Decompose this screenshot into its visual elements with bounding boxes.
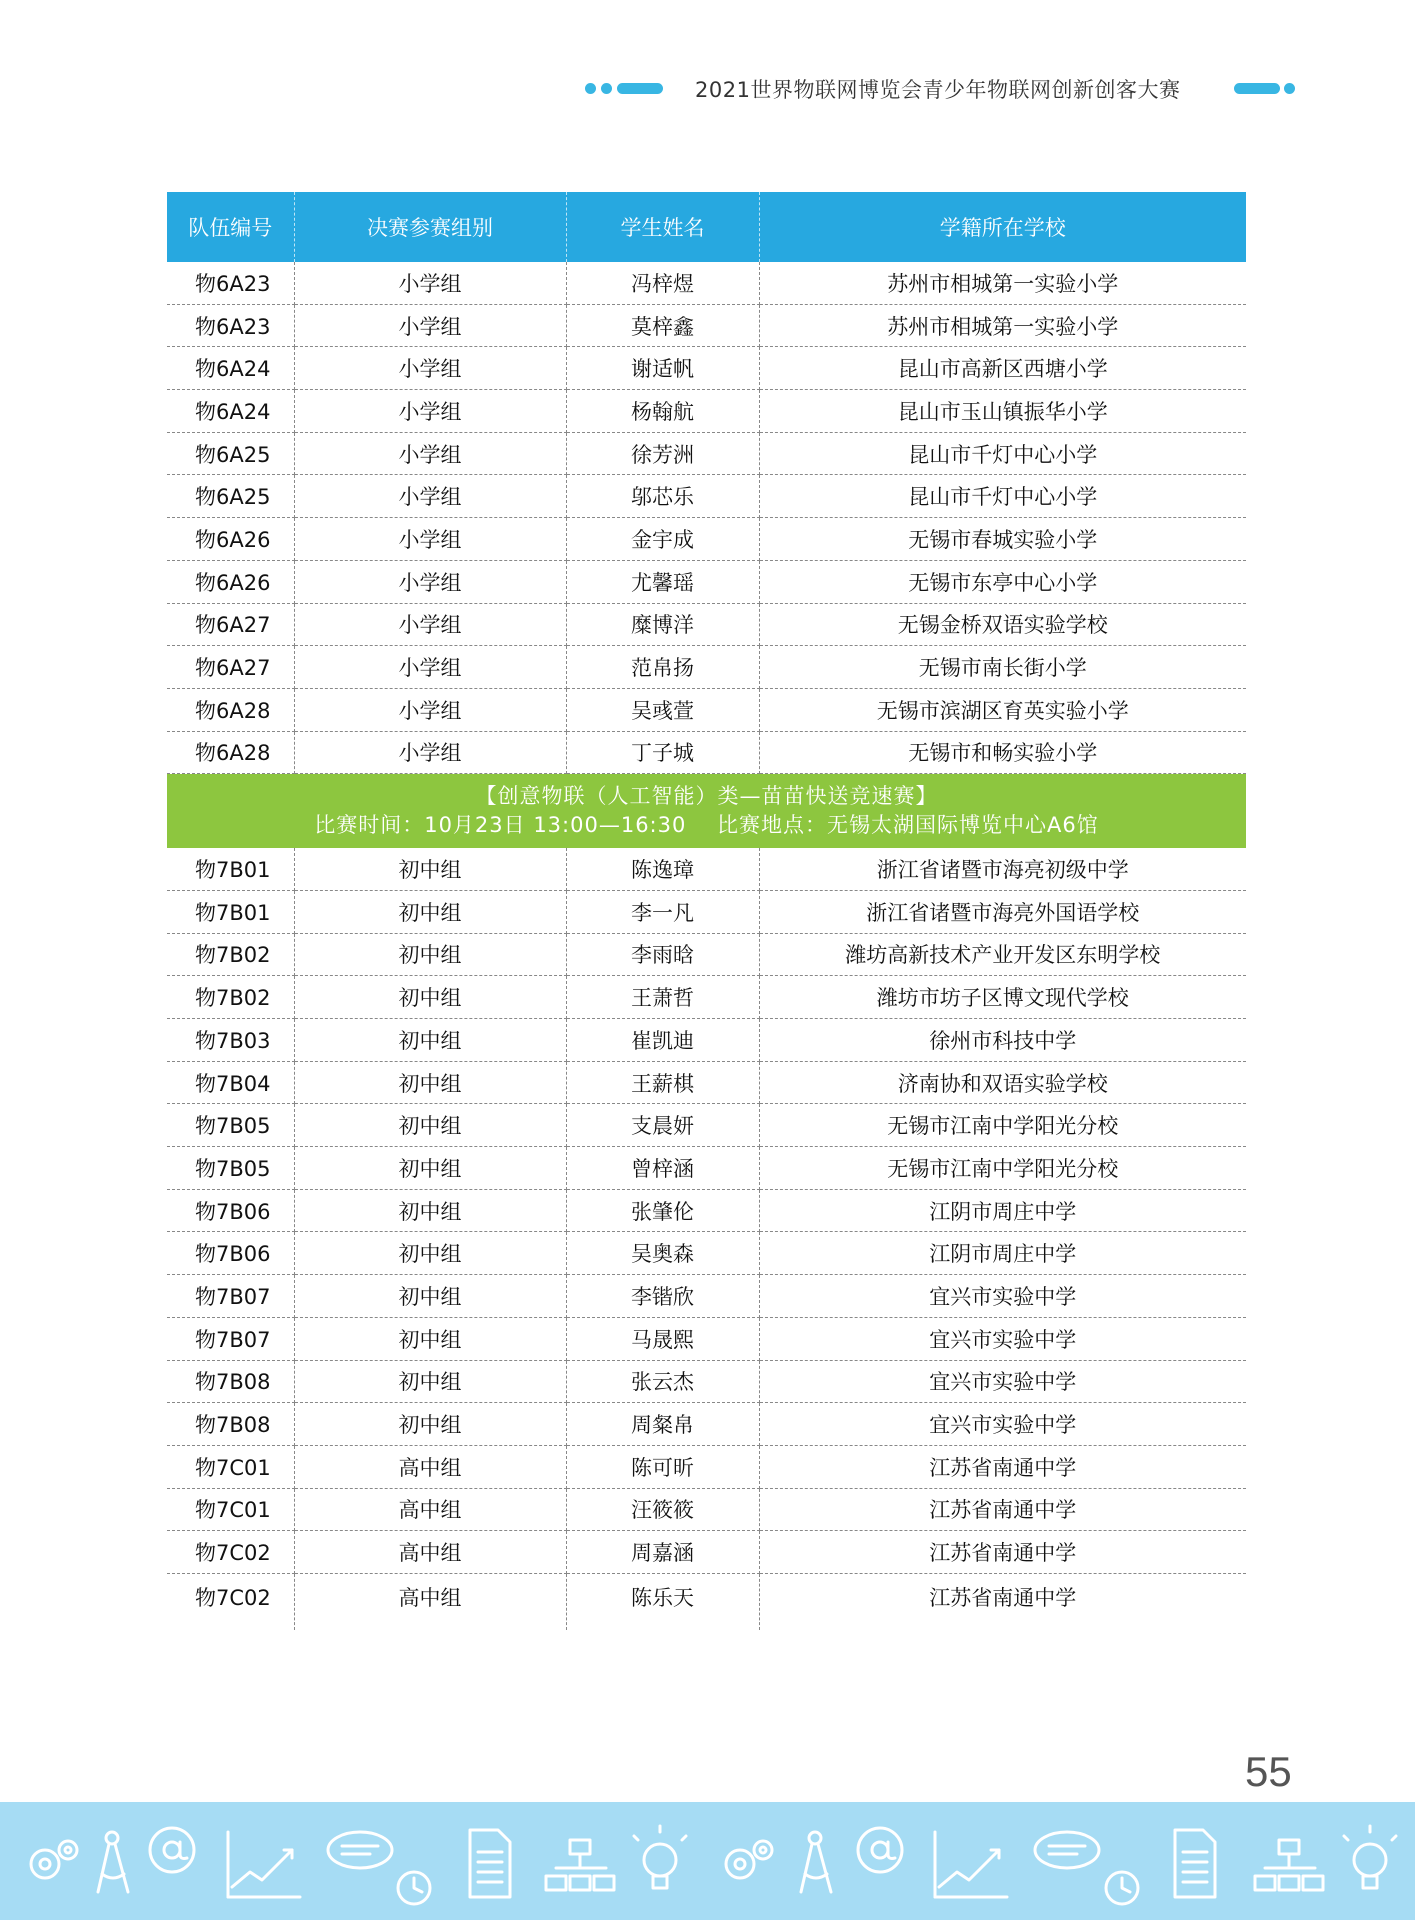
table-row [167, 1147, 1246, 1190]
cell-school: 昆山市高新区西塘小学 [759, 347, 1246, 390]
table-row [167, 603, 1246, 646]
cell-group: 初中组 [294, 1403, 566, 1446]
table-header-row [167, 192, 1246, 262]
cell-school: 无锡市春城实验小学 [759, 518, 1246, 561]
header-dot-icon [601, 83, 612, 94]
table-row [167, 933, 1246, 976]
cell-school: 浙江省诸暨市海亮外国语学校 [759, 890, 1246, 933]
cell-student-name: 陈可昕 [566, 1445, 759, 1488]
page-header [0, 72, 1415, 108]
header-dot-icon [585, 83, 596, 94]
header-bar-icon [1234, 83, 1280, 94]
cell-group: 初中组 [294, 933, 566, 976]
header-dot-icon [1284, 83, 1295, 94]
cell-team-id: 物7B02 [167, 976, 294, 1019]
cell-team-id: 物7B02 [167, 933, 294, 976]
cell-student-name: 范帛扬 [566, 646, 759, 689]
cell-student-name: 徐芳洲 [566, 432, 759, 475]
cell-team-id: 物7C02 [167, 1531, 294, 1574]
cell-school: 江阴市周庄中学 [759, 1232, 1246, 1275]
cell-student-name: 王薪棋 [566, 1061, 759, 1104]
cell-student-name: 陈乐天 [566, 1573, 759, 1630]
table-row [167, 1232, 1246, 1275]
cell-team-id: 物7B04 [167, 1061, 294, 1104]
cell-team-id: 物7B06 [167, 1189, 294, 1232]
cell-team-id: 物7B07 [167, 1317, 294, 1360]
column-header-group: 决赛参赛组别 [294, 192, 566, 262]
cell-team-id: 物6A24 [167, 347, 294, 390]
speech-bubble-icon [1035, 1832, 1099, 1868]
at-sign-icon [858, 1828, 902, 1872]
cell-team-id: 物7C01 [167, 1488, 294, 1531]
footer-icons [0, 1802, 1415, 1920]
cell-student-name: 金宇成 [566, 518, 759, 561]
compass-icon [98, 1832, 128, 1892]
cell-school: 潍坊市坊子区博文现代学校 [759, 976, 1246, 1019]
cell-school: 苏州市相城第一实验小学 [759, 304, 1246, 347]
cell-team-id: 物6A27 [167, 646, 294, 689]
cell-student-name: 汪筱筱 [566, 1488, 759, 1531]
cell-group: 初中组 [294, 1232, 566, 1275]
cell-school: 无锡市滨湖区育英实验小学 [759, 688, 1246, 731]
table-row [167, 1573, 1246, 1630]
cell-school: 苏州市相城第一实验小学 [759, 262, 1246, 304]
table-row [167, 1445, 1246, 1488]
table-row [167, 688, 1246, 731]
cell-student-name: 吴彧萱 [566, 688, 759, 731]
cell-team-id: 物7B06 [167, 1232, 294, 1275]
table-row [167, 1531, 1246, 1574]
column-header-school: 学籍所在学校 [759, 192, 1246, 262]
cell-team-id: 物6A24 [167, 390, 294, 433]
compass-icon [801, 1832, 831, 1892]
cell-school: 浙江省诸暨市海亮初级中学 [759, 848, 1246, 890]
gear-icon [31, 1841, 77, 1878]
cell-team-id: 物6A25 [167, 432, 294, 475]
clock-icon [1106, 1872, 1138, 1904]
table-row [167, 304, 1246, 347]
cell-school: 徐州市科技中学 [759, 1019, 1246, 1062]
cell-student-name: 冯梓煜 [566, 262, 759, 304]
cell-group: 初中组 [294, 1275, 566, 1318]
column-header-team-id: 队伍编号 [167, 192, 294, 262]
cell-student-name: 崔凯迪 [566, 1019, 759, 1062]
cell-group: 高中组 [294, 1488, 566, 1531]
table-row [167, 1019, 1246, 1062]
cell-school: 昆山市玉山镇振华小学 [759, 390, 1246, 433]
table-row [167, 976, 1246, 1019]
cell-group: 初中组 [294, 848, 566, 890]
line-chart-icon [228, 1832, 300, 1897]
table-row [167, 262, 1246, 304]
speech-bubble-icon [328, 1832, 392, 1868]
flowchart-icon [546, 1840, 614, 1890]
table-row [167, 848, 1246, 890]
cell-student-name: 李雨晗 [566, 933, 759, 976]
table-row [167, 1275, 1246, 1318]
cell-team-id: 物6A28 [167, 731, 294, 774]
cell-student-name: 陈逸璋 [566, 848, 759, 890]
cell-student-name: 张云杰 [566, 1360, 759, 1403]
cell-group: 小学组 [294, 646, 566, 689]
cell-group: 高中组 [294, 1531, 566, 1574]
header-bar-icon [617, 83, 663, 94]
cell-team-id: 物7B07 [167, 1275, 294, 1318]
cell-school: 无锡市江南中学阳光分校 [759, 1147, 1246, 1190]
column-header-student-name: 学生姓名 [566, 192, 759, 262]
at-sign-icon [150, 1828, 194, 1872]
cell-school: 江阴市周庄中学 [759, 1189, 1246, 1232]
cell-student-name: 张肇伦 [566, 1189, 759, 1232]
cell-team-id: 物7B08 [167, 1403, 294, 1446]
cell-group: 初中组 [294, 890, 566, 933]
cell-team-id: 物7B01 [167, 890, 294, 933]
cell-group: 初中组 [294, 976, 566, 1019]
cell-student-name: 支晨妍 [566, 1104, 759, 1147]
clock-icon [398, 1872, 430, 1904]
section-time-location: 比赛时间：10月23日 13:00—16:30 比赛地点：无锡太湖国际博览中心A6馆 [314, 813, 1099, 838]
cell-student-name: 丁子城 [566, 731, 759, 774]
document-icon [1175, 1830, 1215, 1897]
cell-school: 无锡金桥双语实验学校 [759, 603, 1246, 646]
cell-group: 高中组 [294, 1573, 566, 1630]
cell-student-name: 周嘉涵 [566, 1531, 759, 1574]
table-row [167, 347, 1246, 390]
cell-student-name: 尤馨瑶 [566, 560, 759, 603]
cell-group: 高中组 [294, 1445, 566, 1488]
cell-team-id: 物6A26 [167, 560, 294, 603]
table-row [167, 890, 1246, 933]
table-row [167, 1403, 1246, 1446]
cell-school: 无锡市东亭中心小学 [759, 560, 1246, 603]
cell-school: 宜兴市实验中学 [759, 1403, 1246, 1446]
cell-group: 小学组 [294, 347, 566, 390]
cell-group: 小学组 [294, 262, 566, 304]
table-row [167, 1488, 1246, 1531]
table-row [167, 1061, 1246, 1104]
cell-student-name: 糜博洋 [566, 603, 759, 646]
footer-band [0, 1802, 1415, 1920]
cell-student-name: 邬芯乐 [566, 475, 759, 518]
cell-team-id: 物7B01 [167, 848, 294, 890]
cell-team-id: 物7B03 [167, 1019, 294, 1062]
table-row [167, 475, 1246, 518]
cell-student-name: 莫梓鑫 [566, 304, 759, 347]
cell-school: 无锡市南长街小学 [759, 646, 1246, 689]
cell-group: 小学组 [294, 475, 566, 518]
cell-group: 初中组 [294, 1061, 566, 1104]
cell-team-id: 物6A25 [167, 475, 294, 518]
table-row [167, 1360, 1246, 1403]
cell-school: 昆山市千灯中心小学 [759, 432, 1246, 475]
cell-group: 小学组 [294, 688, 566, 731]
cell-school: 潍坊高新技术产业开发区东明学校 [759, 933, 1246, 976]
table-row [167, 646, 1246, 689]
cell-group: 小学组 [294, 560, 566, 603]
cell-group: 小学组 [294, 304, 566, 347]
cell-student-name: 马晟熙 [566, 1317, 759, 1360]
cell-school: 济南协和双语实验学校 [759, 1061, 1246, 1104]
cell-team-id: 物6A27 [167, 603, 294, 646]
cell-school: 宜兴市实验中学 [759, 1275, 1246, 1318]
cell-school: 宜兴市实验中学 [759, 1317, 1246, 1360]
table-row [167, 1189, 1246, 1232]
cell-team-id: 物6A23 [167, 304, 294, 347]
page-number: 55 [1245, 1748, 1292, 1795]
line-chart-icon [935, 1832, 1007, 1897]
lightbulb-icon [1344, 1826, 1396, 1888]
cell-team-id: 物7B08 [167, 1360, 294, 1403]
table-row [167, 1317, 1246, 1360]
cell-student-name: 吴奥森 [566, 1232, 759, 1275]
flowchart-icon [1255, 1840, 1323, 1890]
cell-group: 小学组 [294, 603, 566, 646]
cell-team-id: 物6A23 [167, 262, 294, 304]
cell-student-name: 曾梓涵 [566, 1147, 759, 1190]
participant-table [167, 192, 1246, 1630]
cell-school: 江苏省南通中学 [759, 1445, 1246, 1488]
table-row [167, 432, 1246, 475]
section-banner-row [167, 774, 1246, 849]
cell-team-id: 物7C02 [167, 1573, 294, 1630]
cell-student-name: 李锴欣 [566, 1275, 759, 1318]
table-row [167, 731, 1246, 774]
gear-icon [726, 1841, 772, 1878]
cell-group: 初中组 [294, 1104, 566, 1147]
cell-school: 江苏省南通中学 [929, 1585, 1077, 1610]
cell-group: 小学组 [294, 432, 566, 475]
cell-student-name: 谢适帆 [566, 347, 759, 390]
cell-school: 无锡市江南中学阳光分校 [759, 1104, 1246, 1147]
cell-team-id: 物6A28 [167, 688, 294, 731]
section-banner [167, 774, 1246, 849]
table-row [167, 518, 1246, 561]
cell-school: 江苏省南通中学 [759, 1488, 1246, 1531]
cell-school: 江苏省南通中学 [759, 1531, 1246, 1574]
lightbulb-icon [634, 1826, 686, 1888]
cell-team-id: 物7B05 [167, 1147, 294, 1190]
cell-student-name: 王萧哲 [566, 976, 759, 1019]
cell-group: 初中组 [294, 1019, 566, 1062]
cell-student-name: 周粲帛 [566, 1403, 759, 1446]
document-icon [470, 1830, 510, 1897]
cell-school: 宜兴市实验中学 [759, 1360, 1246, 1403]
cell-group: 小学组 [294, 731, 566, 774]
cell-group: 小学组 [294, 390, 566, 433]
table-row [167, 1104, 1246, 1147]
cell-team-id: 物7B05 [167, 1104, 294, 1147]
cell-team-id: 物7C01 [167, 1445, 294, 1488]
cell-group: 初中组 [294, 1189, 566, 1232]
section-title: 【创意物联（人工智能）类—苗苗快送竞速赛】 [475, 784, 938, 809]
table-row [167, 390, 1246, 433]
cell-student-name: 李一凡 [566, 890, 759, 933]
cell-team-id: 物6A26 [167, 518, 294, 561]
cell-school: 昆山市千灯中心小学 [759, 475, 1246, 518]
table-row [167, 560, 1246, 603]
cell-group: 初中组 [294, 1317, 566, 1360]
cell-student-name: 杨翰航 [566, 390, 759, 433]
cell-group: 小学组 [294, 518, 566, 561]
cell-group: 初中组 [294, 1147, 566, 1190]
cell-group: 初中组 [294, 1360, 566, 1403]
cell-school: 无锡市和畅实验小学 [759, 731, 1246, 774]
header-title: 2021世界物联网博览会青少年物联网创新创客大赛 [695, 78, 1181, 102]
